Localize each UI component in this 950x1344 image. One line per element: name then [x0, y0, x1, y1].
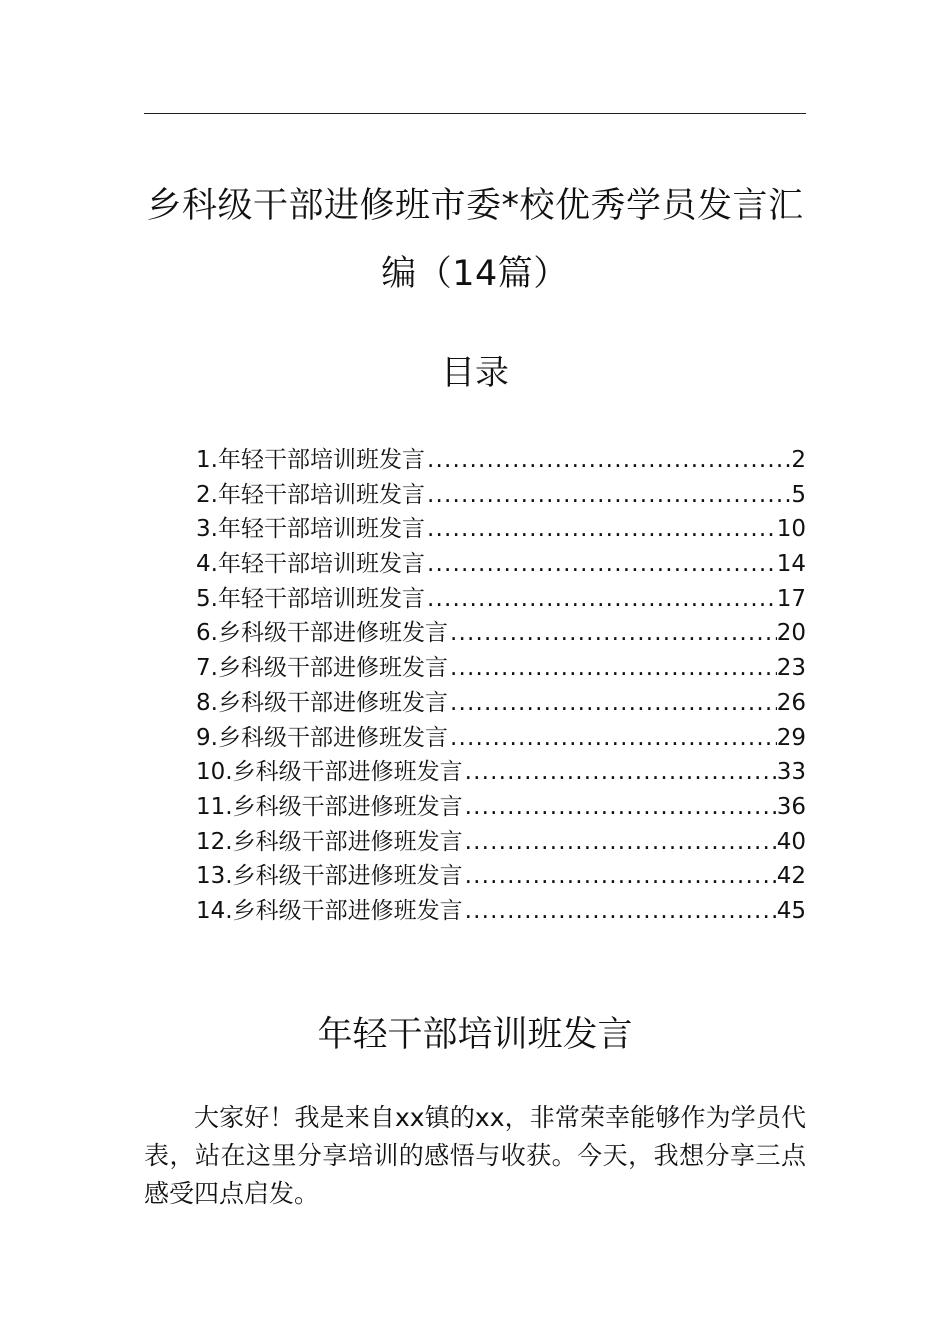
toc-dot-leader	[463, 894, 777, 929]
toc-dot-leader	[463, 825, 777, 860]
toc-entry-page-number: 23	[776, 655, 806, 682]
toc-entry-label: 1.年轻干部培训班发言	[196, 447, 425, 473]
toc-entry-label: 14.乡科级干部进修班发言	[196, 897, 463, 924]
toc-entry[interactable]	[196, 686, 806, 721]
toc-dot-leader	[425, 512, 777, 547]
toc-entry-page-number: 36	[776, 793, 806, 820]
toc-entry[interactable]	[196, 547, 806, 582]
toc-dot-leader	[448, 721, 777, 756]
toc-entry-label: 6.乡科级干部进修班发言	[196, 620, 448, 647]
toc-heading: 目录	[441, 353, 509, 393]
header-rule	[144, 113, 806, 114]
toc-entry[interactable]	[196, 859, 806, 894]
toc-entry-label: 11.乡科级干部进修班发言	[196, 793, 463, 820]
toc-entry-label: 8.乡科级干部进修班发言	[196, 689, 448, 716]
toc-entry-label: 9.乡科级干部进修班发言	[196, 724, 448, 751]
toc-dot-leader	[425, 443, 791, 478]
toc-entry-page-number: 29	[776, 724, 806, 751]
toc-entry-label: 13.乡科级干部进修班发言	[196, 863, 463, 890]
toc-dot-leader	[463, 790, 777, 825]
toc-entry-label: 4.年轻干部培训班发言	[196, 551, 425, 578]
toc-entry-label: 2.年轻干部培训班发言	[196, 481, 425, 508]
toc-entry-page-number: 26	[776, 689, 806, 716]
toc-entry[interactable]	[196, 478, 806, 513]
toc-entry-page-number: 2	[791, 447, 806, 473]
toc-entry-label: 7.乡科级干部进修班发言	[196, 655, 448, 682]
toc-entry-label: 12.乡科级干部进修班发言	[196, 828, 463, 855]
toc-dot-leader	[448, 686, 777, 721]
toc-entry-label: 10.乡科级干部进修班发言	[196, 759, 463, 786]
toc-entry-page-number: 42	[776, 863, 806, 890]
toc-entry[interactable]	[196, 755, 806, 790]
toc-entry-label: 5.年轻干部培训班发言	[196, 585, 425, 612]
document-title	[144, 172, 806, 308]
toc-entry-page-number: 40	[776, 828, 806, 855]
document-title-line-1: 乡科级干部进修班市委*校优秀学员发言汇	[146, 186, 804, 226]
toc-entry-page-number: 33	[776, 759, 806, 786]
toc-entry-page-number: 45	[776, 897, 806, 924]
toc-entry-page-number: 14	[776, 551, 806, 578]
toc-entry-page-number: 10	[776, 516, 806, 543]
toc-entry[interactable]	[196, 616, 806, 651]
toc-entry-label: 3.年轻干部培训班发言	[196, 516, 425, 543]
toc-entry[interactable]	[196, 790, 806, 825]
toc-entry[interactable]	[196, 825, 806, 860]
toc-dot-leader	[463, 755, 777, 790]
toc-dot-leader	[448, 616, 777, 651]
toc-dot-leader	[463, 859, 777, 894]
toc-dot-leader	[425, 582, 777, 617]
toc-dot-leader	[425, 478, 791, 513]
document-title-line-2: 编（14篇）	[381, 254, 569, 294]
toc-dot-leader	[425, 547, 777, 582]
toc-entry-page-number: 20	[776, 620, 806, 647]
toc-entry-page-number: 17	[776, 585, 806, 612]
toc-dot-leader	[448, 651, 777, 686]
toc-entry[interactable]	[196, 894, 806, 929]
toc-entry[interactable]	[196, 582, 806, 617]
section-title: 年轻干部培训班发言	[317, 1015, 633, 1055]
toc-entry-page-number: 5	[791, 481, 806, 508]
toc-entry[interactable]	[196, 721, 806, 756]
table-of-contents	[196, 443, 806, 929]
toc-entry[interactable]	[196, 443, 806, 478]
toc-entry[interactable]	[196, 512, 806, 547]
body-paragraph: 大家好！我是来自xx镇的xx，非常荣幸能够作为学员代表，站在这里分享培训的感悟与收获。今天，我想分享三点感受四点启发。	[144, 1103, 806, 1208]
toc-entry[interactable]	[196, 651, 806, 686]
